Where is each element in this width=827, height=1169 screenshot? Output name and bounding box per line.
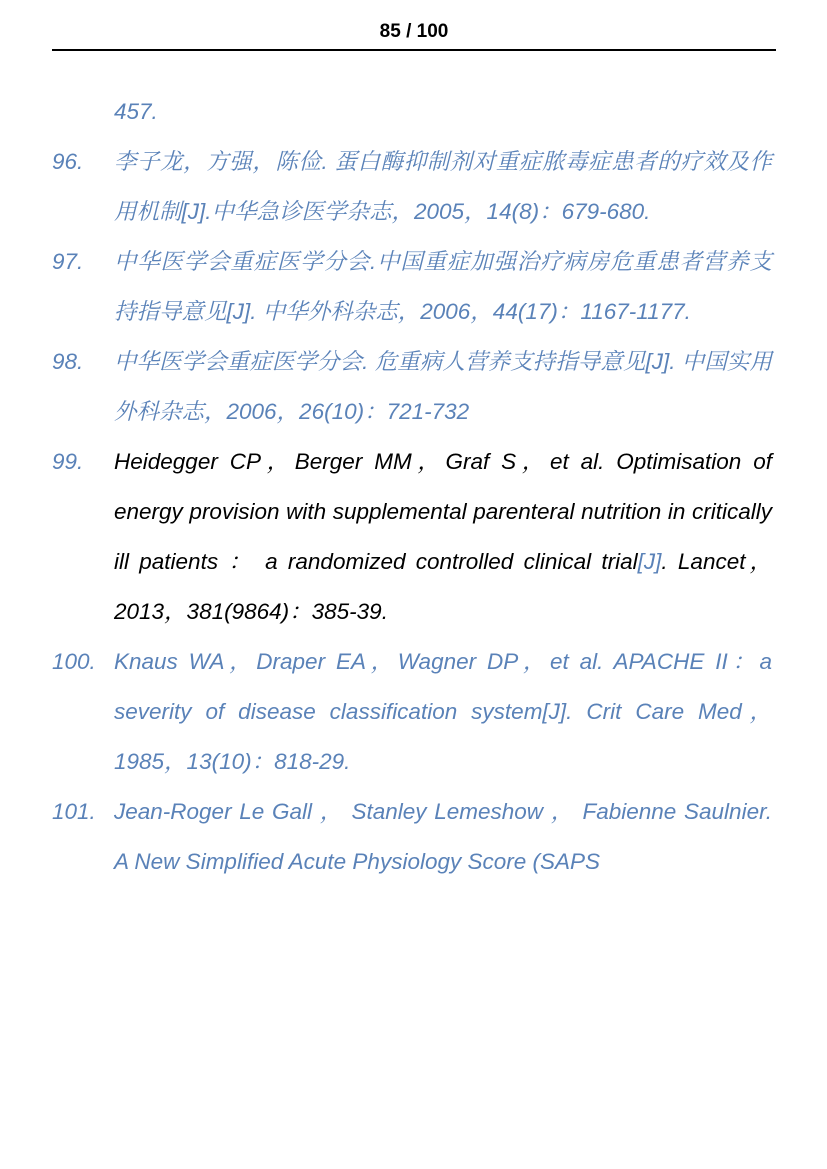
reference-item — [52, 787, 772, 887]
reference-text: Jean-Roger Le Gall ， Stanley Lemeshow ， Fabienne Saulnier. A New Simplified Acute Physiology Score (SAPS — [114, 799, 772, 874]
page-indicator: 85 / 100 — [379, 21, 449, 42]
reference-type-tag: [J] — [637, 549, 662, 574]
reference-number: 96. — [52, 149, 84, 174]
reference-item — [52, 137, 772, 237]
reference-number: 97. — [52, 249, 84, 274]
reference-text: Knaus WA，Draper EA，Wagner DP，et al. APACHE II：a severity of disease classification system[J]. Crit Care Med，1985，13(10)：818-29. — [114, 649, 772, 774]
reference-item — [52, 87, 772, 137]
reference-text: 中华医学会重症医学分会.中国重症加强治疗病房危重患者营养支持指导意见[J]. 中华外科杂志，2006，44(17)：1167-1177. — [114, 249, 772, 324]
reference-number: 100. — [52, 649, 96, 674]
reference-item — [52, 637, 772, 787]
reference-item — [52, 237, 772, 337]
reference-number — [52, 87, 114, 137]
reference-text: 李子龙，方强，陈俭. 蛋白酶抑制剂对重症脓毒症患者的疗效及作用机制[J].中华急诊医学杂志，2005，14(8)：679-680. — [114, 149, 772, 224]
reference-text: 中华医学会重症医学分会. 危重病人营养支持指导意见[J]. 中国实用外科杂志，2006，26(10)：721-732 — [114, 349, 772, 424]
reference-text-tail: . Lancet，2013，381(9864)：385-39. — [114, 549, 772, 624]
reference-item — [52, 437, 772, 637]
page-header — [52, 18, 776, 51]
reference-text: 457. — [114, 99, 158, 124]
reference-text — [114, 437, 772, 637]
reference-number: 98. — [52, 349, 84, 374]
reference-text-main: Heidegger CP，Berger MM，Graf S，et al. Optimisation of energy provision with supplemental parenteral nutrition in critically ill patients ： a randomized controlled clinical trial — [114, 449, 772, 574]
reference-number: 99. — [52, 449, 84, 474]
reference-number: 101. — [52, 799, 96, 824]
reference-item — [52, 337, 772, 437]
reference-list — [52, 87, 772, 887]
